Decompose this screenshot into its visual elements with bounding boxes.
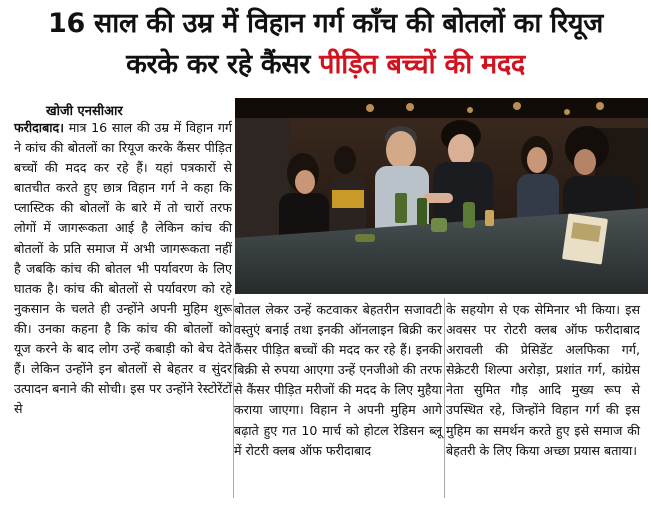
article-column-1 bbox=[14, 118, 232, 419]
headline-red-part: पीड़ित बच्चों की मदद bbox=[319, 49, 525, 80]
column-1-text: मात्र 16 साल की उम्र में विहान गर्ग ने कांच की बोतलों का रियूज करके कैंसर पीड़ित बच्चों की मदद कर रहे हैं। यहां पत्रकारों से बातचीत करते हुए छात्र विहान गर्ग ने कहा कि प्लास्टिक की बोतलों के बारे में तो चारों तरफ लोगों में जागरूकता आई है लेकिन कांच की बोतलों के प्रति समाज में अभी जागरूकता नहीं है जबकि कांच की बोतल भी पर्यावरण के लिए घातक है। कांच की बोतलों से पर्यावरण को रहे नुकसान के चलते ही उन्होंने अपनी मुहिम शुरू की। उनका कहना है कि कांच की बोतलों को यूज करने के बाद लोग उन्हें कबाड़ी को बेच देते हैं। लेकिन उन्होंने इन बोतलों से बेहतर व सुंदर उत्पादन बनाने की सोची। इस पर उन्होंने रेस्टोरेंटों से bbox=[14, 120, 232, 417]
headline-black-part: करके कर रहे कैंसर bbox=[126, 49, 320, 80]
column-divider bbox=[444, 298, 445, 498]
column-2-text: बोतल लेकर उन्हें कटवाकर बेहतरीन सजावटी वस्तुएं बनाई तथा इनकी ऑनलाइन बिक्री कर कैंसर पीड़ित बच्चों की मदद कर रहे हैं। इनकी बिक्री से रुपया आएगा उन्हें एनजीओ की तरफ से कैंसर पीड़ित मरीजों की मदद के लिए मुहैया कराया जाएगा। विहान ने अपनी मुहिम आगे बढ़ाते हुए गत 10 मार्च को होटल रेडिसन ब्लू में रोटरी क्लब ऑफ फरीदाबाद bbox=[234, 302, 442, 458]
article-column-3 bbox=[446, 300, 640, 461]
photo-scene bbox=[235, 98, 648, 294]
news-photo bbox=[235, 98, 648, 294]
byline: खोजी एनसीआर bbox=[46, 104, 123, 119]
dateline: फरीदाबाद। bbox=[14, 120, 64, 135]
article-column-2 bbox=[234, 300, 442, 461]
column-3-text: के सहयोग से एक सेमिनार भी किया। इस अवसर पर रोटरी क्लब ऑफ फरीदाबाद अरावली की प्रेसिडेंट अलफिका गर्ग, सेक्रेटरी शिल्पा अरोड़ा, प्रशांत गर्ग, कांग्रेस नेता सुमित गौड़ आदि मुख्य रूप से उपस्थित रहे, जिन्होंने विहान गर्ग की इस मुहिम का समर्थन करते हुए इसे समाज की बेहतरी के लिए किया अच्छा प्रयास बताया। bbox=[446, 302, 640, 458]
headline-line-1: 16 साल की उम्र में विहान गर्ग काँच की बोतलों का रियूज bbox=[47, 8, 604, 39]
headline-line-2 bbox=[0, 47, 651, 83]
